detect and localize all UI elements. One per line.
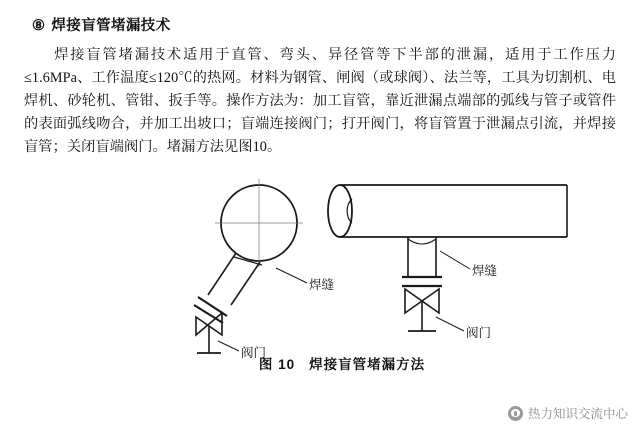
figure-caption-title: 焊接盲管堵漏方法: [309, 357, 426, 372]
leader-valve-right: [436, 317, 464, 331]
label-valve-right: 阀门: [466, 326, 492, 340]
body-paragraph: [24, 44, 616, 159]
leader-weld-left: [276, 268, 307, 283]
section-heading: [32, 14, 618, 35]
section-title: 焊接盲管堵漏技术: [51, 18, 171, 34]
watermark-text: 热力知识交流中心: [527, 407, 628, 421]
pipe-left-end-ellipse: [328, 185, 352, 237]
label-weld-left: 焊缝: [309, 278, 335, 292]
section-marker: ⑧: [32, 18, 46, 34]
watermark: [508, 404, 628, 422]
paragraph-text: 焊接盲管堵漏技术适用于直管、弯头、异径管等下半部的泄漏，适用于工作压力≤1.6MPa、工作温度≤120℃的热网。材料为钢管、闸阀（或球阀）、法兰等，工具为切割机、电焊机、砂轮机、管钳、扳手等。操作方法为：加工盲管，靠近泄漏点端部的弧线与管子或管件的表面弧线吻合，并加工出坡口；盲端连接阀门；打开阀门，将盲管置于泄漏点引流，并焊接盲管；关闭盲端阀门。堵漏方法见图10。: [24, 47, 616, 155]
blind-pipe-left-side-b: [231, 262, 260, 305]
leader-weld-right: [440, 251, 470, 269]
figure-10: [22, 165, 640, 395]
leader-valve-left: [218, 341, 239, 351]
wechat-account-icon: [508, 406, 523, 421]
label-weld-right: 焊缝: [472, 264, 498, 278]
blind-pipe-left-side-a: [208, 253, 236, 295]
figure-caption-number: 图 10: [258, 357, 296, 372]
figure-caption: [22, 353, 640, 373]
flange-left-bottom: [194, 305, 223, 323]
label-valve-left: 阀门: [241, 346, 267, 360]
branch-saddle-curve: [408, 239, 436, 244]
